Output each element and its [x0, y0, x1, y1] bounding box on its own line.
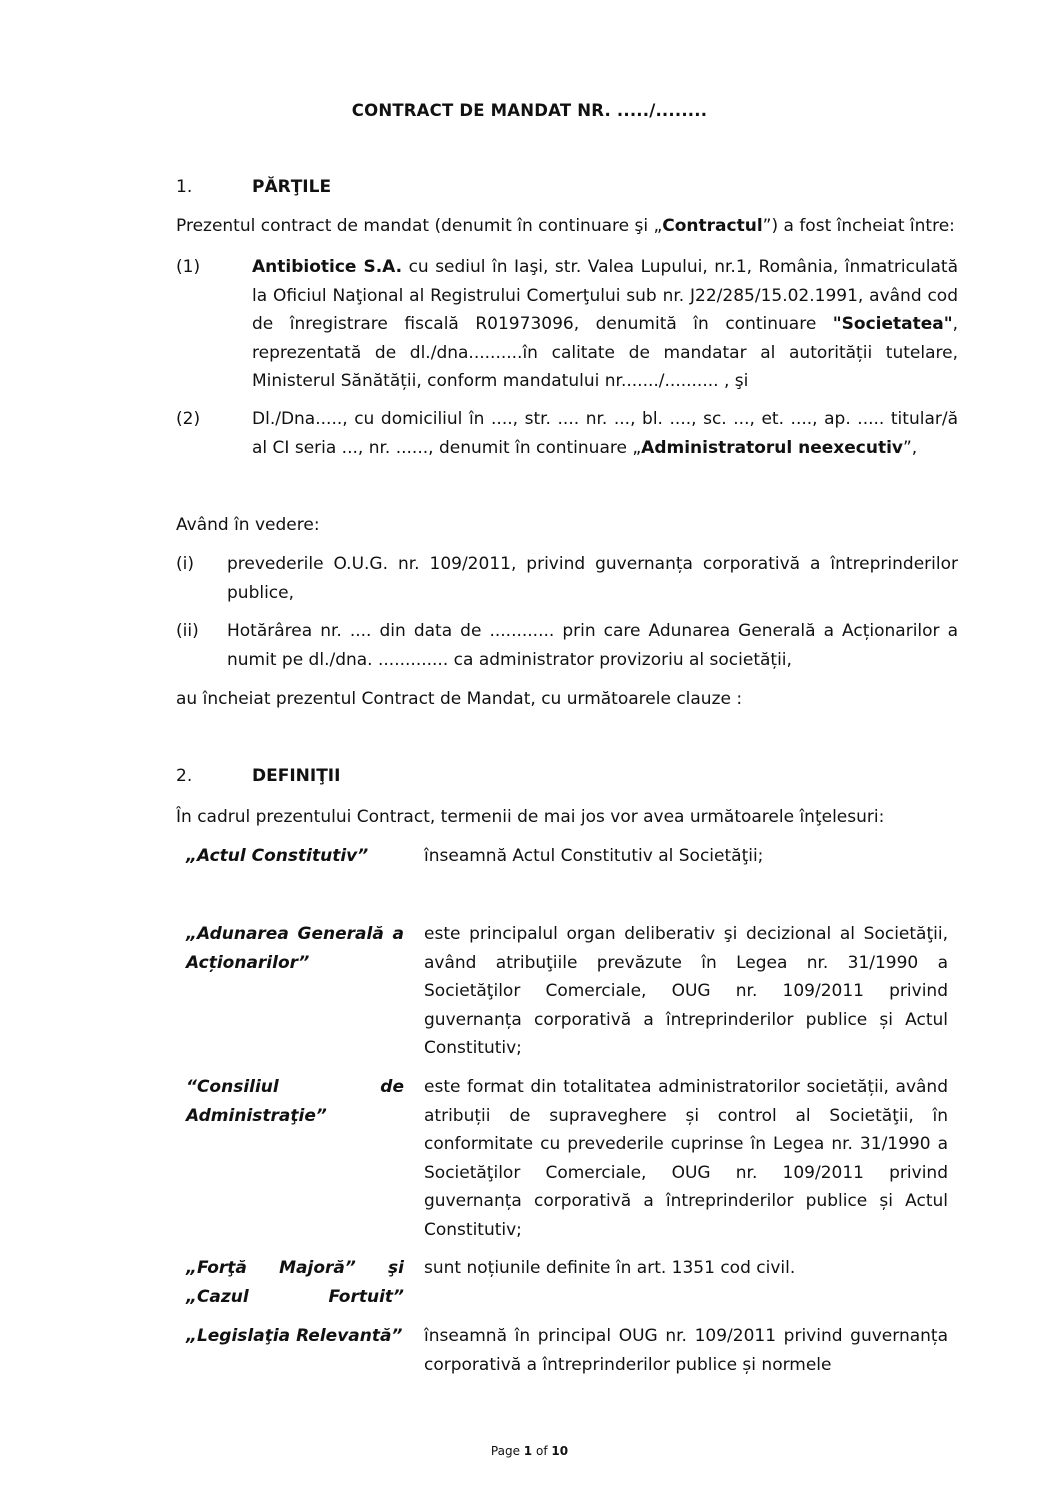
definition-item	[186, 920, 948, 1063]
section-2-number: 2.	[176, 766, 193, 786]
party-1-details: cu sediul în Iaşi, str. Valea Lupului, nr.1, România, înmatriculată la Oficiul Naţional al Registrului Comerţului sub nr. J22/285/15.02.1991, având cod de înregistrare fiscală R01973096, denumită în continuare	[252, 257, 958, 334]
whereas-item-1	[176, 550, 958, 607]
definition-desc: este principalul organ deliberativ şi decizional al Societăţii, având atribuţiile prevăzute în Legea nr. 31/1990 a Societăţilor Comerciale, OUG nr. 109/2011 privind guvernanța corporativă a întreprinderilor publice și Actul Constitutiv;	[424, 924, 948, 1058]
page-word: Page	[490, 1444, 520, 1458]
whereas-item-1-label: (i)	[176, 554, 194, 574]
definition-item	[186, 1073, 948, 1244]
party-2-text	[252, 405, 958, 462]
party-1	[176, 253, 958, 396]
definition-term: „Forţă Majoră” şi „Cazul Fortuit”	[186, 1258, 404, 1307]
parties-intro-post: ”) a fost încheiat între:	[762, 216, 955, 236]
definition-desc: înseamnă Actul Constitutiv al Societăţii;	[424, 846, 764, 866]
party-1-alias: "Societatea"	[832, 314, 953, 334]
party-1-text	[252, 253, 958, 396]
whereas-closing: au încheiat prezentul Contract de Mandat, cu următoarele clauze :	[176, 689, 743, 709]
definitions-intro: În cadrul prezentului Contract, termenii de mai jos vor avea următoarele înţelesuri:	[176, 807, 885, 827]
section-2-heading	[176, 762, 340, 791]
definition-term: “Consiliul de Administraţie”	[186, 1077, 404, 1126]
definition-term: „Adunarea Generală a Acționarilor”	[186, 924, 404, 973]
total-pages: 10	[551, 1444, 569, 1458]
parties-intro	[176, 212, 958, 241]
page-footer	[0, 1443, 1059, 1459]
whereas-item-2	[176, 617, 958, 674]
party-2-details: Dl./Dna....., cu domiciliul în ...., str. .... nr. ..., bl. ...., sc. ..., et. ...., ap. ..... titular/ă al CI seria ..., nr. ......, denumit în continuare „	[252, 409, 958, 458]
contract-term: Contractul	[662, 216, 763, 236]
definition-item	[186, 842, 948, 871]
section-1-title: PĂRŢILE	[252, 177, 332, 197]
party-1-name: Antibiotice S.A.	[252, 257, 403, 277]
party-2-end: ”,	[902, 437, 918, 458]
definition-desc: înseamnă în principal OUG nr. 109/2011 privind guvernanța corporativă a întreprinderilor publice și normele	[424, 1326, 948, 1375]
parties-intro-pre: Prezentul contract de mandat (denumit în continuare şi „	[176, 216, 663, 236]
current-page-number: 1	[523, 1444, 533, 1458]
party-2-alias: Administratorul neexecutiv	[641, 437, 903, 458]
whereas-item-2-label: (ii)	[176, 621, 199, 641]
whereas-intro: Având în vedere:	[176, 515, 320, 535]
definition-desc: sunt noțiunile definite în art. 1351 cod civil.	[424, 1258, 796, 1278]
definition-desc: este format din totalitatea administratorilor societății, având atribuții de supraveghere și control al Societăţii, în conformitate cu prevederile cuprinse în Legea nr. 31/1990 a Societăţilor Comerciale, OUG nr. 109/2011 privind guvernanța corporativă a întreprinderilor publice și Actul Constitutiv;	[424, 1077, 948, 1240]
party-2	[176, 405, 958, 462]
section-1-number: 1.	[176, 177, 193, 197]
definition-term: „Actul Constitutiv”	[186, 846, 369, 866]
party-1-representation: , reprezentată de dl./dna..........în calitate de mandatar al autorității tutelare, Ministerul Sănătății, conform mandatului nr......./.......... , şi	[252, 314, 958, 391]
party-2-label: (2)	[176, 409, 201, 429]
definition-term: „Legislaţia Relevantă”	[186, 1326, 403, 1346]
whereas-item-2-text: Hotărârea nr. .... din data de ............ prin care Adunarea Generală a Acționarilor a numit pe dl./dna. ............. ca administrator provizoriu al societății,	[227, 621, 958, 670]
contract-title: CONTRACT DE MANDAT NR. ...../........	[351, 101, 708, 120]
of-word: of	[535, 1444, 548, 1458]
section-1-heading	[176, 173, 331, 202]
definition-item	[186, 1322, 948, 1379]
party-1-label: (1)	[176, 257, 201, 277]
definition-item	[186, 1254, 948, 1307]
section-2-title: DEFINIŢII	[252, 766, 341, 786]
whereas-item-1-text: prevederile O.U.G. nr. 109/2011, privind guvernanța corporativă a întreprinderilor publice,	[227, 554, 958, 603]
